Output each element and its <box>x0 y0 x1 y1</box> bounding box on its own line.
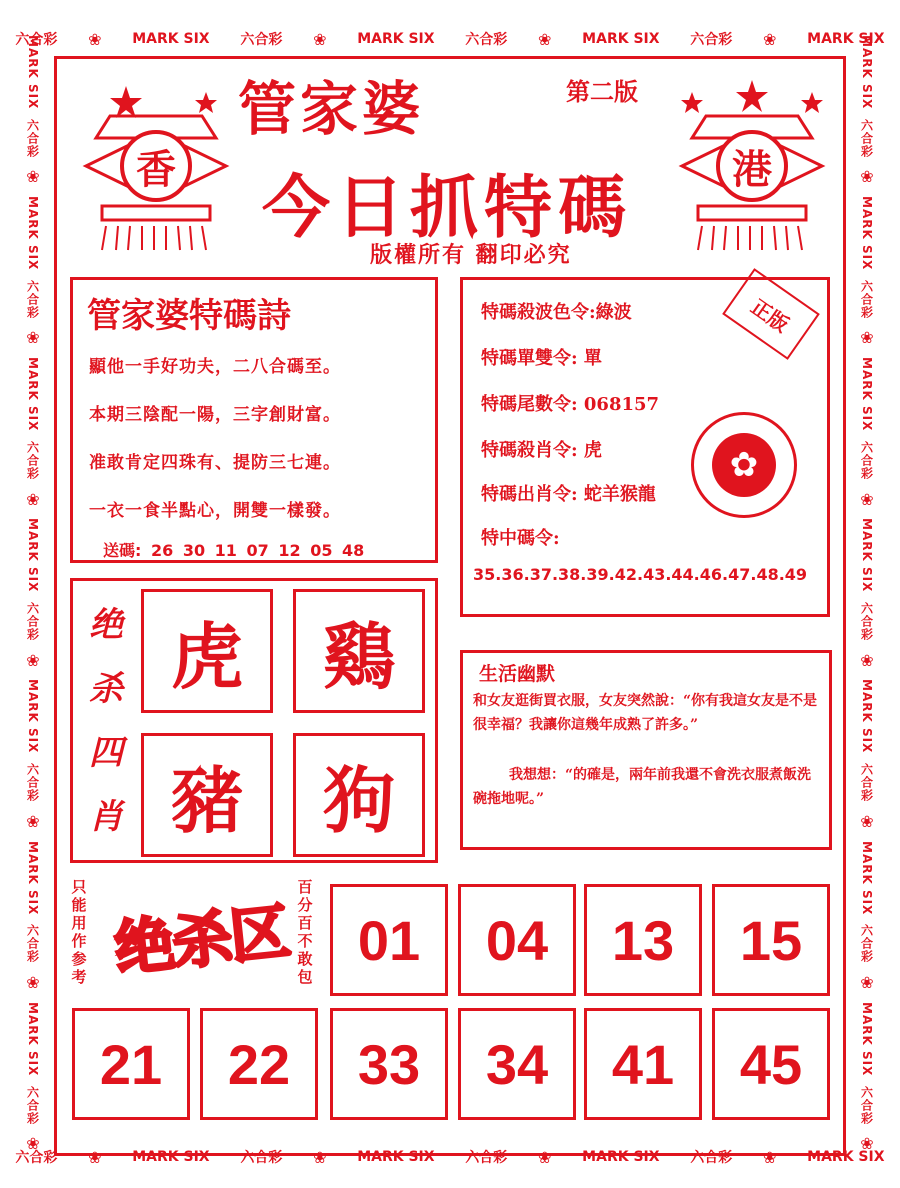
flower-icon: ❀ <box>313 29 327 49</box>
flower-icon: ❀ <box>860 167 874 187</box>
border-brand-en: MARK SIX <box>26 840 40 915</box>
border-brand-en: MARK SIX <box>860 840 874 915</box>
border-brand-en: MARK SIX <box>132 31 210 47</box>
flower-icon: ❀ <box>538 29 552 49</box>
flower-icon: ❀ <box>26 973 40 993</box>
kill-number: 15 <box>712 884 830 996</box>
border-brand-en: MARK SIX <box>860 357 874 432</box>
flower-icon: ❀ <box>313 1147 327 1167</box>
kill-number: 01 <box>330 884 448 996</box>
label-char: 杀 <box>89 669 123 709</box>
poem-title: 管家婆特碼詩 <box>87 296 291 336</box>
code-line-wave: 特碼殺波色令:綠波 <box>481 302 632 323</box>
flower-icon: ❀ <box>26 811 40 831</box>
kill-number: 21 <box>72 1008 190 1120</box>
border-brand-cn: 六合彩 <box>690 1150 733 1166</box>
border-brand-en: MARK SIX <box>132 1149 210 1165</box>
border-brand-cn: 六合彩 <box>859 1085 874 1125</box>
edition-label: 第二版 <box>566 77 638 106</box>
copyright-notice: 版權所有 翻印必究 <box>370 242 572 268</box>
genuine-stamp: 正版 <box>722 268 820 360</box>
border-brand-cn: 六合彩 <box>240 1150 283 1166</box>
border-brand-en: MARK SIX <box>26 34 40 110</box>
lantern-right <box>662 76 842 256</box>
page-title: 管家婆 <box>238 75 425 143</box>
flower-icon: ❀ <box>26 167 40 187</box>
border-brand-en: MARK SIX <box>860 518 874 593</box>
send-label: 送碼: <box>103 541 142 560</box>
bauhinia-flower-icon: ✿ <box>712 433 776 497</box>
flower-icon: ❀ <box>763 29 777 49</box>
border-brand-en: MARK SIX <box>860 1001 874 1076</box>
animal-cell: 狗 <box>293 733 425 857</box>
right-border-strip <box>852 30 882 1158</box>
border-brand-en: MARK SIX <box>582 1149 660 1165</box>
flower-icon: ❀ <box>860 1134 874 1154</box>
lantern-left <box>66 76 246 256</box>
code-line-tail: 特碼尾數令: 068157 <box>481 394 660 415</box>
left-border-strip <box>18 30 48 1158</box>
border-brand-cn: 六合彩 <box>25 924 40 964</box>
border-brand-en: MARK SIX <box>357 1149 435 1165</box>
kill-number: 22 <box>200 1008 318 1120</box>
poem-line: 一衣一食半點心，開雙一樣發。 <box>89 501 341 521</box>
border-brand-cn: 六合彩 <box>690 32 733 48</box>
top-border-strip <box>0 22 900 56</box>
border-brand-cn: 六合彩 <box>465 32 508 48</box>
kill-number: 13 <box>584 884 702 996</box>
flower-icon: ❀ <box>88 1147 102 1167</box>
humor-paragraph: 和女友逛街買衣服，女友突然說：“你有我這女友是不是很幸福？我讓你這幾年成熟了許多。” <box>473 693 818 733</box>
border-brand-en: MARK SIX <box>807 31 885 47</box>
send-number: 05 <box>310 541 333 560</box>
border-brand-cn: 六合彩 <box>25 441 40 480</box>
border-brand-en: MARK SIX <box>357 31 435 47</box>
send-number: 12 <box>278 541 301 560</box>
animal-cell: 鷄 <box>293 589 425 713</box>
four-animals-label <box>81 593 131 849</box>
border-brand-cn: 六合彩 <box>25 1085 40 1125</box>
animal-cell: 豬 <box>141 733 273 857</box>
flower-icon: ❀ <box>860 811 874 831</box>
kill-number: 41 <box>584 1008 702 1120</box>
border-brand-cn: 六合彩 <box>15 1150 58 1166</box>
border-brand-cn: 六合彩 <box>859 924 874 964</box>
send-numbers <box>103 538 368 561</box>
animal-cell: 虎 <box>141 589 273 713</box>
border-brand-en: MARK SIX <box>860 34 874 110</box>
flower-icon: ❀ <box>860 650 874 670</box>
hit-numbers: 35.36.37.38.39.42.43.44.46.47.48.49 <box>473 565 808 584</box>
flower-icon: ❀ <box>763 1147 777 1167</box>
border-brand-cn: 六合彩 <box>859 441 874 480</box>
humor-title: 生活幽默 <box>479 663 556 685</box>
kill-number: 33 <box>330 1008 448 1120</box>
flower-icon: ❀ <box>26 328 40 348</box>
border-brand-en: MARK SIX <box>860 195 874 271</box>
poem-line: 本期三陰配一陽，三字創財富。 <box>89 405 341 425</box>
label-char: 绝 <box>89 605 123 645</box>
border-brand-cn: 六合彩 <box>859 602 874 642</box>
kill-number: 34 <box>458 1008 576 1120</box>
reference-note: 只能用作参考 <box>71 878 87 986</box>
poem-line: 顯他一手好功夫，二八合碼至。 <box>89 357 341 377</box>
flower-icon: ❀ <box>538 1147 552 1167</box>
kill-zone-title: 绝杀区 <box>111 897 292 985</box>
codes-box <box>460 277 830 617</box>
border-brand-en: MARK SIX <box>26 357 40 432</box>
border-brand-cn: 六合彩 <box>25 279 40 319</box>
poem-line: 准敢肯定四珠有、提防三七連。 <box>89 453 341 473</box>
border-brand-cn: 六合彩 <box>859 118 874 158</box>
label-char: 肖 <box>89 797 123 837</box>
send-number: 48 <box>342 541 365 560</box>
flower-icon: ❀ <box>26 650 40 670</box>
border-brand-cn: 六合彩 <box>15 32 58 48</box>
border-brand-en: MARK SIX <box>26 195 40 271</box>
humor-paragraph: 我想想：“的確是，兩年前我還不會洗衣服煮飯洗碗拖地呢。” <box>473 767 812 807</box>
kill-number: 04 <box>458 884 576 996</box>
label-char: 四 <box>89 733 123 773</box>
flower-icon: ❀ <box>860 973 874 993</box>
send-number: 11 <box>214 541 237 560</box>
headline: 今日抓特碼 <box>262 168 633 248</box>
code-line-kill-zodiac: 特碼殺肖令: 虎 <box>481 440 602 461</box>
lantern-right-glyph: 港 <box>716 130 788 202</box>
bauhinia-emblem-icon <box>691 412 797 518</box>
border-brand-cn: 六合彩 <box>25 118 40 158</box>
flower-icon: ❀ <box>26 489 40 509</box>
border-brand-cn: 六合彩 <box>25 763 40 803</box>
border-brand-cn: 六合彩 <box>859 763 874 803</box>
flower-icon: ❀ <box>26 1134 40 1154</box>
send-number: 07 <box>246 541 269 560</box>
humor-box <box>460 650 832 850</box>
border-brand-cn: 六合彩 <box>859 279 874 319</box>
guarantee-note: 百分百不敢包 <box>297 878 313 986</box>
border-brand-cn: 六合彩 <box>25 602 40 642</box>
send-number: 30 <box>182 541 206 560</box>
border-brand-cn: 六合彩 <box>465 1150 508 1166</box>
border-brand-en: MARK SIX <box>26 518 40 593</box>
code-line-hit-label: 特中碼令: <box>481 528 560 549</box>
border-brand-en: MARK SIX <box>582 31 660 47</box>
lantern-left-glyph: 香 <box>120 130 192 202</box>
border-brand-en: MARK SIX <box>860 679 874 754</box>
four-animals-box <box>70 578 438 863</box>
code-line-odd-even: 特碼單雙令: 單 <box>481 348 602 369</box>
border-brand-en: MARK SIX <box>26 1001 40 1076</box>
flower-icon: ❀ <box>860 328 874 348</box>
border-brand-cn: 六合彩 <box>240 32 283 48</box>
poem-box <box>70 277 438 563</box>
code-line-out-zodiac: 特碼出肖令: 蛇羊猴龍 <box>481 484 656 505</box>
border-brand-en: MARK SIX <box>807 1149 885 1165</box>
flower-icon: ❀ <box>860 489 874 509</box>
border-brand-en: MARK SIX <box>26 679 40 754</box>
flower-icon: ❀ <box>88 29 102 49</box>
kill-number: 45 <box>712 1008 830 1120</box>
send-number: 26 <box>150 541 174 560</box>
